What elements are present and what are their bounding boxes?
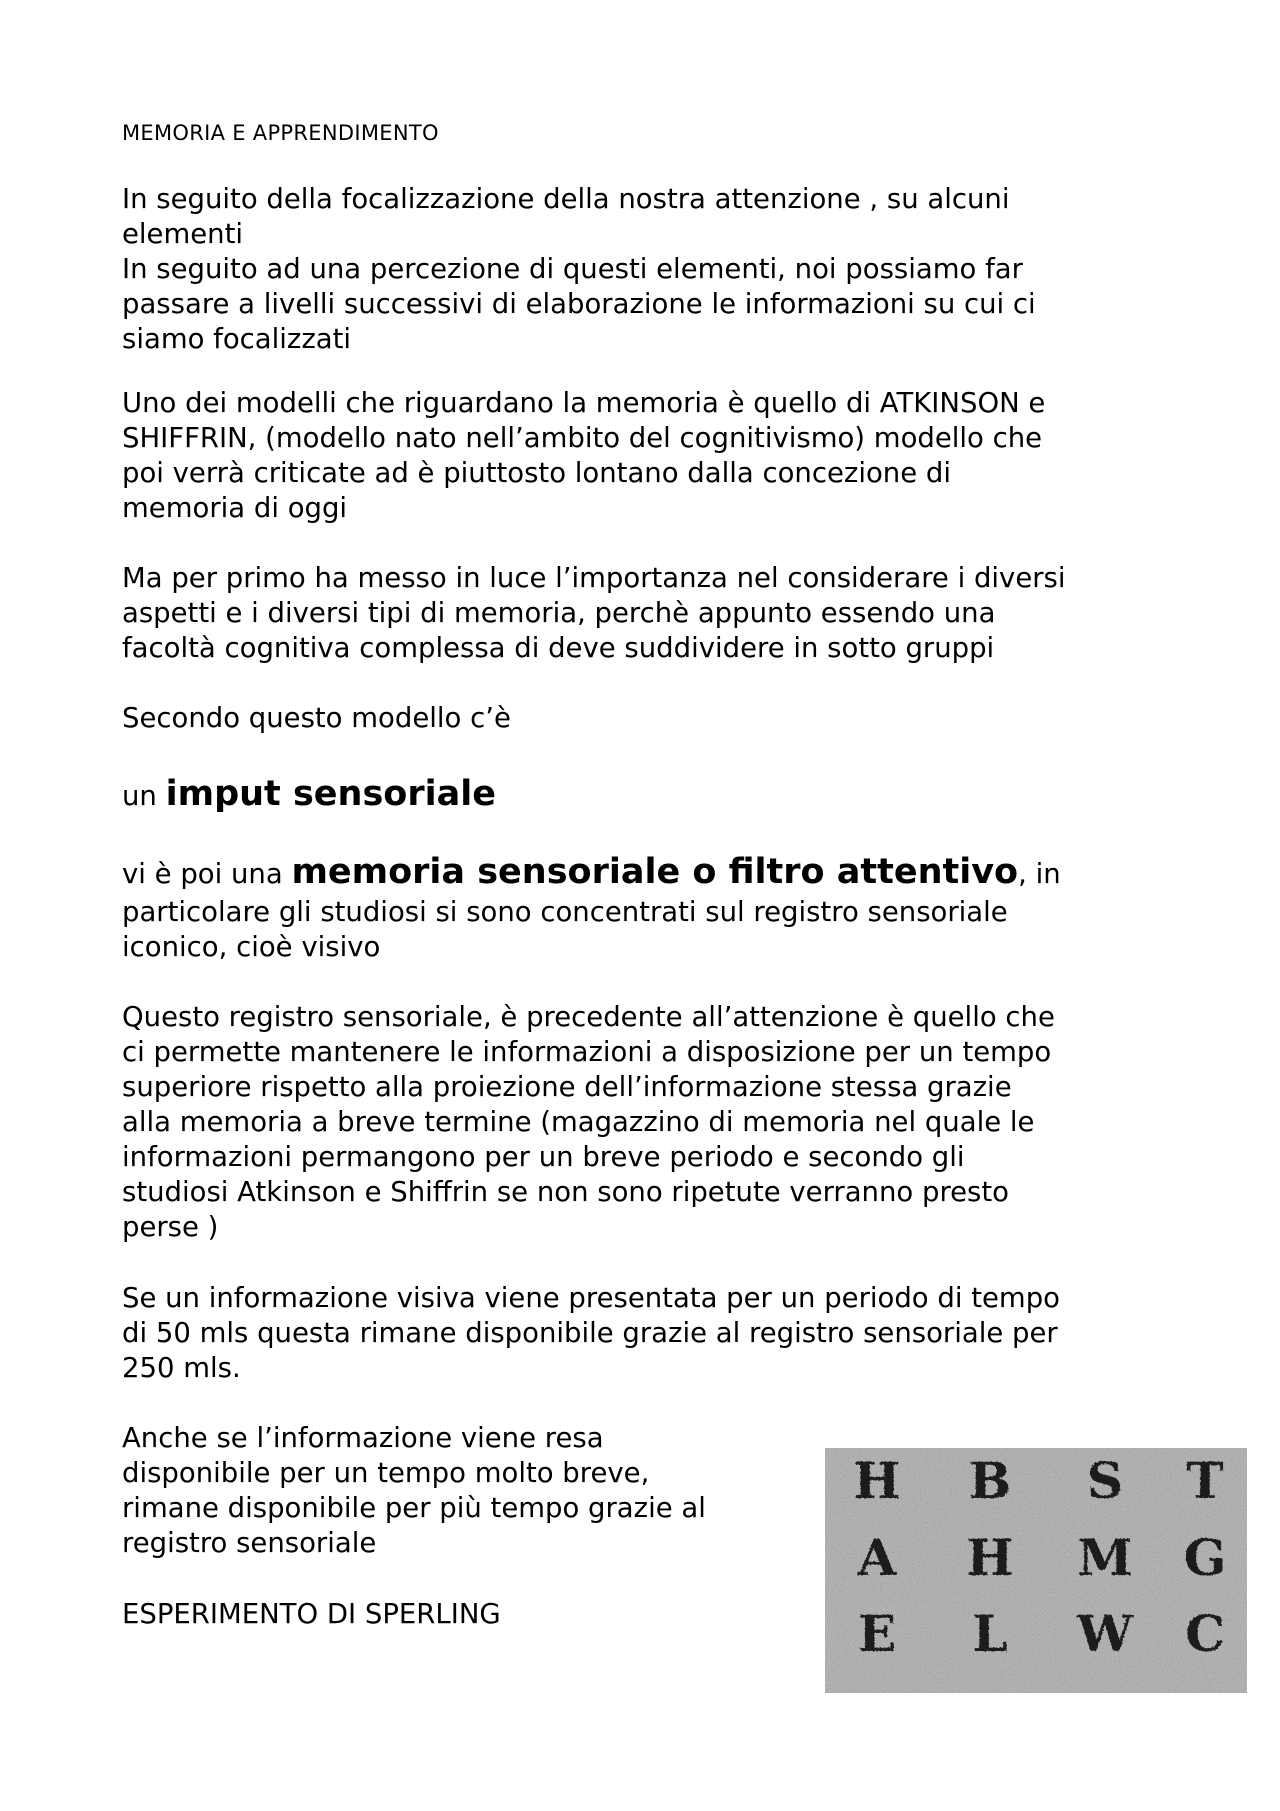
text-line: alla memoria a breve termine (magazzino di memoria nel quale le: [122, 1106, 1035, 1138]
paragraph-8: [122, 1281, 1182, 1386]
paragraph-5: [122, 773, 1182, 817]
text-line: [122, 851, 1182, 895]
text-line: siamo focalizzati: [122, 323, 352, 355]
text-line: rimane disponibile per più tempo grazie al: [122, 1492, 706, 1524]
text-line: registro sensoriale: [122, 1527, 377, 1559]
grid-letter: S: [1086, 1451, 1124, 1510]
grid-letter: H: [966, 1528, 1014, 1587]
text-line: In seguito ad una percezione di questi elementi, noi possiamo far: [122, 253, 1023, 285]
text-line: superiore rispetto alla proiezione dell’informazione stessa grazie: [122, 1071, 1012, 1103]
text-line: facoltà cognitiva complessa di deve suddividere in sotto gruppi: [122, 632, 995, 664]
paragraph-9: [122, 1421, 802, 1561]
grid-letter: L: [972, 1604, 1008, 1663]
page-title: MEMORIA E APPRENDIMENTO: [122, 121, 439, 145]
bold-term: imput sensoriale: [165, 774, 496, 814]
grid-letter: A: [857, 1528, 897, 1587]
text-line: SHIFFRIN, (modello nato nell’ambito del cognitivismo) modello che: [122, 422, 1043, 454]
grid-letter: B: [968, 1451, 1012, 1510]
text-line: poi verrà criticate ad è piuttosto lontano dalla concezione di: [122, 457, 951, 489]
text-line: Uno dei modelli che riguardano la memoria è quello di ATKINSON e: [122, 387, 1046, 419]
grid-letter: C: [1185, 1604, 1225, 1663]
text-line: Secondo questo modello c’è: [122, 702, 511, 734]
text-line: perse ): [122, 1211, 219, 1243]
text-run: vi è poi una: [122, 858, 292, 890]
paragraph-6: [122, 851, 1182, 965]
text-line: di 50 mls questa rimane disponibile grazie al registro sensoriale per: [122, 1317, 1058, 1349]
grid-letter: M: [1077, 1528, 1133, 1587]
text-line: disponibile per un tempo molto breve,: [122, 1457, 650, 1489]
text-run: , in: [1018, 858, 1061, 890]
text-line: Ma per primo ha messo in luce l’importanza nel considerare i diversi: [122, 562, 1066, 594]
paragraph-2: [122, 386, 1182, 526]
paragraph-4: [122, 701, 1182, 736]
text-line: iconico, cioè visivo: [122, 931, 381, 963]
text-line: passare a livelli successivi di elaborazione le informazioni su cui ci: [122, 288, 1036, 320]
text-line: Se un informazione visiva viene presentata per un periodo di tempo: [122, 1282, 1060, 1314]
text-line: studiosi Atkinson e Shiffrin se non sono ripetute verranno presto: [122, 1176, 1009, 1208]
text-line: informazioni permangono per un breve periodo e secondo gli: [122, 1141, 965, 1173]
bold-term: memoria sensoriale o filtro attentivo: [291, 852, 1019, 892]
text-line: 250 mls.: [122, 1352, 241, 1384]
text-line: elementi: [122, 218, 244, 250]
experiment-heading: ESPERIMENTO DI SPERLING: [122, 1598, 501, 1630]
text-line: [122, 773, 1182, 817]
text-line: memoria di oggi: [122, 492, 348, 524]
paragraph-3: [122, 561, 1182, 666]
text-line: aspetti e i diversi tipi di memoria, perchè appunto essendo una: [122, 597, 996, 629]
grid-letter: W: [1076, 1604, 1134, 1663]
text-line: Anche se l’informazione viene resa: [122, 1422, 604, 1454]
grid-letter: T: [1186, 1451, 1224, 1510]
paragraph-7: [122, 1000, 1182, 1245]
paragraph-1: [122, 182, 1182, 357]
text-line: In seguito della focalizzazione della nostra attenzione , su alcuni: [122, 183, 1010, 215]
sperling-letter-grid-image: [825, 1448, 1247, 1693]
text-line: Questo registro sensoriale, è precedente all’attenzione è quello che: [122, 1001, 1055, 1033]
grid-letter: G: [1183, 1528, 1227, 1587]
grid-letter: E: [857, 1604, 897, 1663]
text-line: particolare gli studiosi si sono concentrati sul registro sensoriale: [122, 896, 1008, 928]
text-line: ci permette mantenere le informazioni a disposizione per un tempo: [122, 1036, 1052, 1068]
text-run: un: [122, 780, 166, 812]
grid-letter: H: [853, 1451, 901, 1510]
